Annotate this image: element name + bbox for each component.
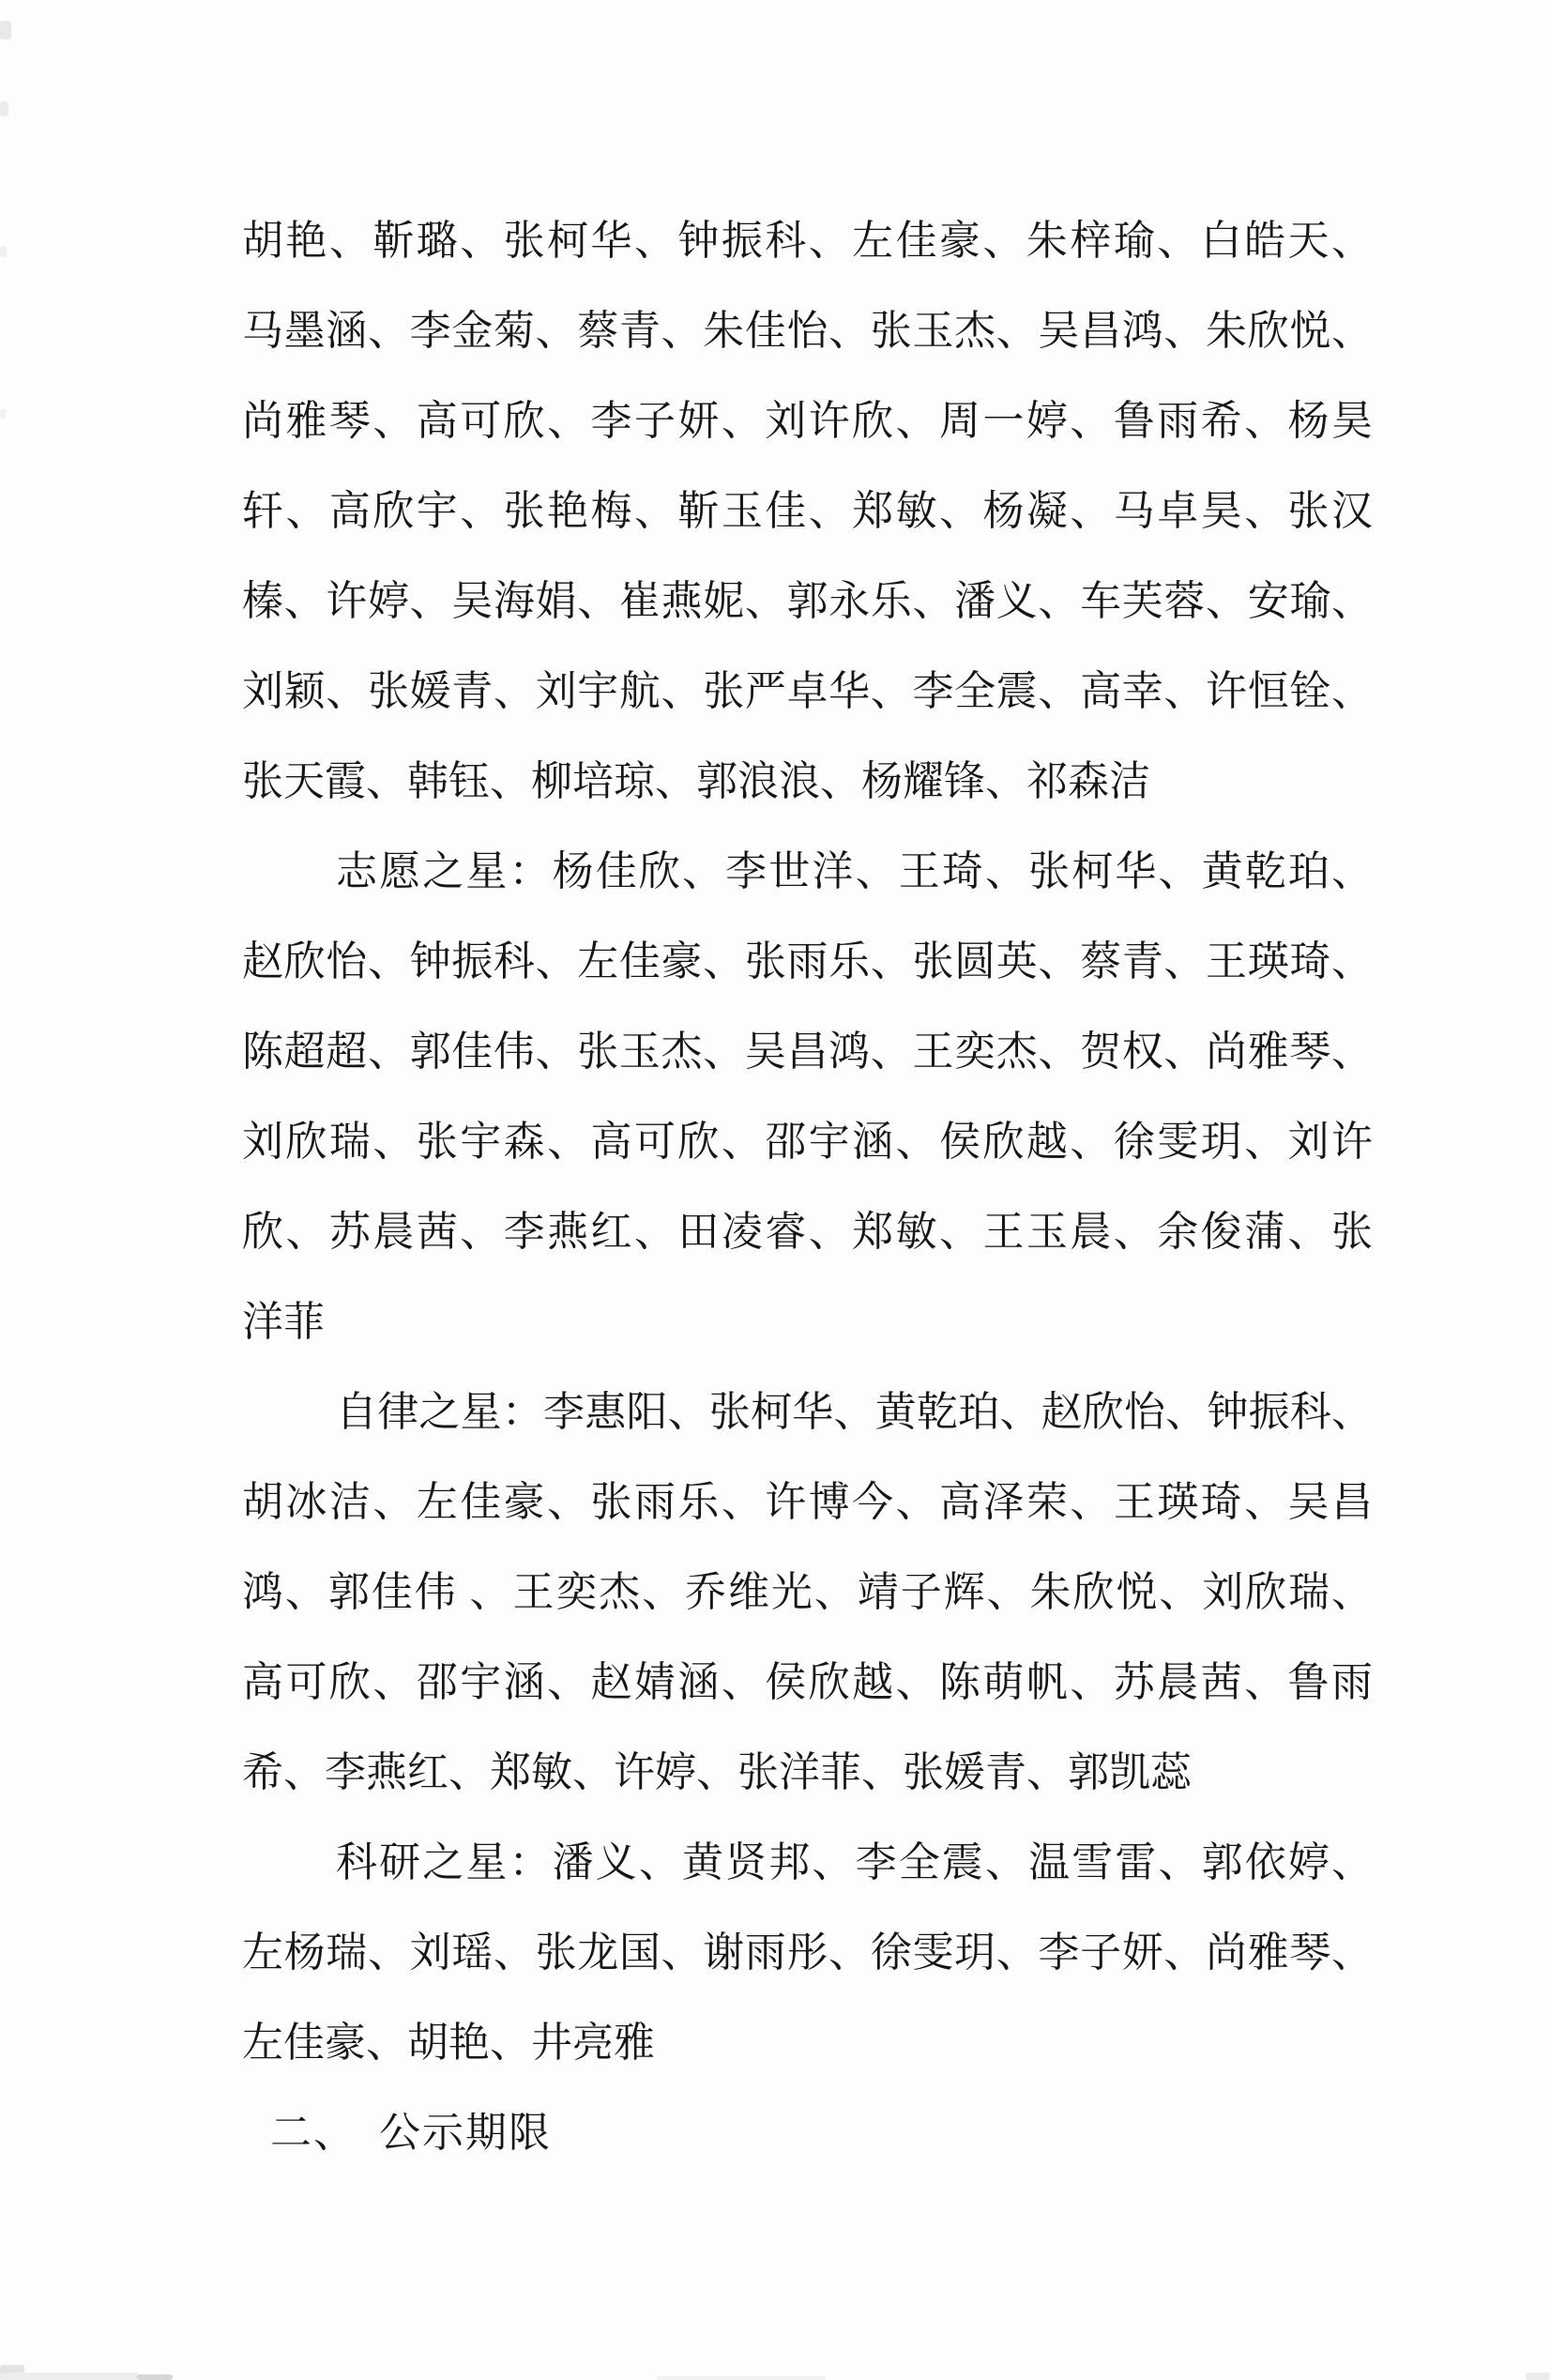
- text-line: 左佳豪、胡艳、井亮雅: [242, 2020, 655, 2066]
- text-line: 陈超超、郭佳伟、张玉杰、吴昌鸿、王奕杰、贺权、尚雅琴、: [242, 1029, 1373, 1075]
- text-line: 刘欣瑞、张宇森、高可欣、邵宇涵、侯欣越、徐雯玥、刘许: [242, 1119, 1373, 1165]
- scan-smudge: [0, 2372, 139, 2380]
- text-line: 左杨瑞、刘瑶、张龙国、谢雨彤、徐雯玥、李子妍、尚雅琴、: [242, 1930, 1373, 1976]
- scan-smudge: [0, 409, 6, 419]
- text-line: 胡艳、靳璐、张柯华、钟振科、左佳豪、朱梓瑜、白皓天、: [242, 218, 1373, 264]
- text-line: 鸿、郭佳伟 、王奕杰、乔维光、靖子辉、朱欣悦、刘欣瑞、: [242, 1569, 1373, 1615]
- text-line: 自律之星：李惠阳、张柯华、黄乾珀、赵欣怡、钟振科、: [336, 1389, 1373, 1435]
- scan-smudge: [0, 21, 11, 39]
- text-line: 尚雅琴、高可欣、李子妍、刘许欣、周一婷、鲁雨希、杨昊: [242, 398, 1373, 444]
- self-discipline-star-list: [242, 1367, 1373, 1818]
- text-line: 洋菲: [242, 1299, 325, 1345]
- honor-list-continued: [242, 196, 1373, 827]
- text-line: 轩、高欣宇、张艳梅、靳玉佳、郑敏、杨凝、马卓昊、张汉: [242, 488, 1373, 534]
- scan-smudge: [0, 246, 7, 257]
- scan-smudge: [137, 2374, 173, 2380]
- text-line: 榛、许婷、吴海娟、崔燕妮、郭永乐、潘义、车芙蓉、安瑜、: [242, 578, 1373, 624]
- text-line: 科研之星：潘义、黄贤邦、李全震、温雪雷、郭依婷、: [336, 1839, 1373, 1885]
- text-line: 张天霞、韩钰、柳培琼、郭浪浪、杨耀锋、祁森洁: [242, 758, 1150, 804]
- volunteer-star-list: [242, 827, 1373, 1367]
- scan-smudge: [0, 2365, 24, 2380]
- notice-body-text: [242, 196, 1373, 2178]
- scan-smudge: [0, 101, 8, 116]
- text-line: 欣、苏晨茜、李燕红、田凌睿、郑敏、王玉晨、余俊蒲、张: [242, 1209, 1373, 1255]
- text-line: 刘颖、张媛青、刘宇航、张严卓华、李全震、高幸、许恒铨、: [242, 668, 1373, 714]
- section-heading: 二、 公示期限: [270, 2110, 552, 2156]
- text-line: 希、李燕红、郑敏、许婷、张洋菲、张媛青、郭凯蕊: [242, 1749, 1192, 1795]
- text-line: 马墨涵、李金菊、蔡青、朱佳怡、张玉杰、吴昌鸿、朱欣悦、: [242, 308, 1373, 354]
- research-star-list: [242, 1818, 1373, 2088]
- text-line: 高可欣、邵宇涵、赵婧涵、侯欣越、陈萌帆、苏晨茜、鲁雨: [242, 1659, 1373, 1705]
- text-line: 胡冰洁、左佳豪、张雨乐、许博今、高泽荣、王瑛琦、吴昌: [242, 1479, 1373, 1525]
- text-line: 志愿之星：杨佳欣、李世洋、王琦、张柯华、黄乾珀、: [336, 848, 1373, 894]
- text-line: 赵欣怡、钟振科、左佳豪、张雨乐、张圆英、蔡青、王瑛琦、: [242, 938, 1373, 984]
- scan-smudge: [657, 2376, 826, 2380]
- section-heading-publicity-period: [242, 2088, 1373, 2178]
- scan-smudge: [1526, 2372, 1550, 2380]
